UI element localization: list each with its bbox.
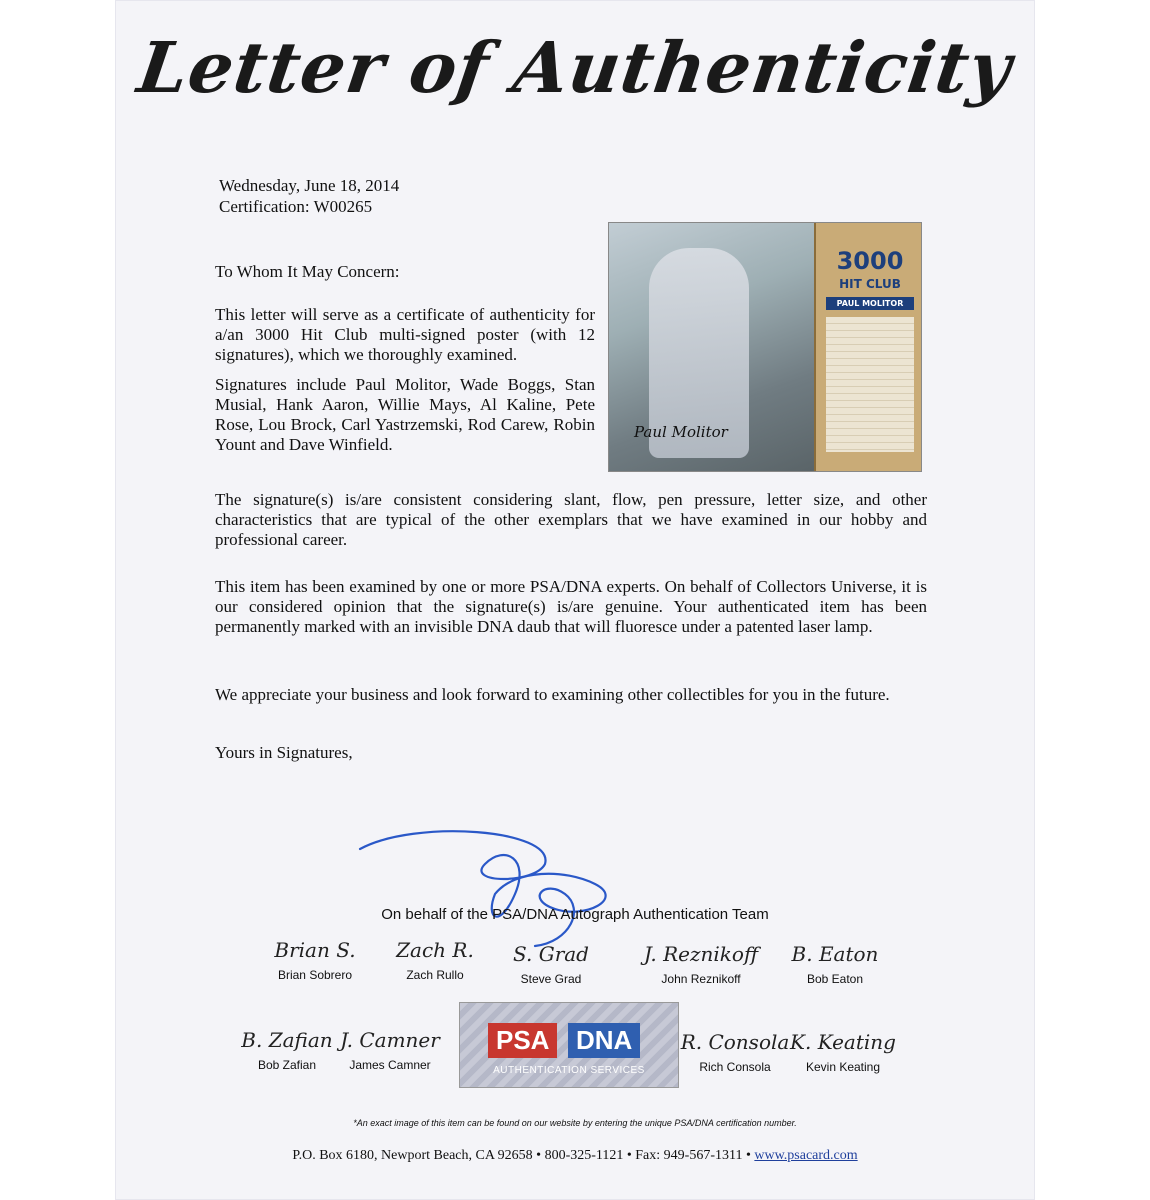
authenticator-signature <box>355 824 655 954</box>
signature-image: J. Reznikoff <box>643 942 759 966</box>
certification-number: Certification: W00265 <box>219 197 373 216</box>
team-member-name: Kevin Keating <box>805 1060 881 1074</box>
paragraph-appreciation: We appreciate your business and look forward to examining other collectibles for you in the future. <box>215 685 890 704</box>
paragraph-consistency: The signature(s) is/are consistent considering slant, flow, pen pressure, letter size, and other characteristics that are typical of the other exemplars that we have examined in our hobby and professional career. <box>215 490 927 549</box>
team-member-name: Steve Grad <box>520 972 582 986</box>
team-member-name: Zach Rullo <box>406 968 464 982</box>
team-member-6 <box>227 1028 347 1072</box>
team-member-name: Brian Sobrero <box>277 968 353 982</box>
website-link[interactable]: www.psacard.com <box>754 1148 858 1163</box>
poster-signature-list <box>826 317 914 452</box>
closing: Yours in Signatures, <box>215 743 353 762</box>
paragraph-examination: This item has been examined by one or more PSA/DNA experts. On behalf of Collectors Universe, it is our considered opinion that the signature(s) is/are genuine. Your authenticated item has been permanently marked with an invisible DNA daub that will fluoresce under a patented laser lamp. <box>215 577 927 636</box>
paragraph-signatures: Signatures include Paul Molitor, Wade Boggs, Stan Musial, Hank Aaron, Willie Mays, Al Kaline, Pete Rose, Lou Brock, Carl Yastrzemski, Rod Carew, Robin Yount and Dave Winfield. <box>215 375 595 454</box>
letter-header <box>219 175 399 217</box>
contact-line <box>115 1148 1035 1164</box>
greeting: To Whom It May Concern: <box>215 262 400 281</box>
poster-player: PAUL MOLITOR <box>826 297 914 310</box>
psa-dna-logo <box>459 1002 679 1088</box>
paragraph-intro: This letter will serve as a certificate of authenticity for a/an 3000 Hit Club multi-signed poster (with 12 signatures), which we thoroughly examined. <box>215 305 595 364</box>
team-member-4 <box>641 942 761 986</box>
signature-image: R. Consola <box>680 1030 790 1054</box>
signature-image: B. Eaton <box>791 942 879 966</box>
letter-page <box>115 0 1035 1200</box>
team-member-5 <box>775 942 895 986</box>
signature-image: J. Camner <box>340 1028 440 1052</box>
poster-number: 3000 <box>836 247 904 275</box>
team-member-7 <box>330 1028 450 1072</box>
team-caption: On behalf of the PSA/DNA Autograph Authentication Team <box>381 906 769 923</box>
team-member-8 <box>675 1030 795 1074</box>
signature-image: Brian S. <box>274 938 356 962</box>
team-member-name: Rich Consola <box>699 1060 771 1074</box>
psa-mark: PSA <box>488 1023 557 1058</box>
signature-image: B. Zafian <box>241 1028 333 1052</box>
signature-image: K. Keating <box>790 1030 896 1054</box>
team-member-name: John Reznikoff <box>661 972 741 986</box>
poster-panel <box>814 223 922 471</box>
signature-image: Zach R. <box>396 938 474 962</box>
team-member-name: Bob Eaton <box>806 972 864 986</box>
team-member-9 <box>783 1030 903 1074</box>
team-member-1 <box>255 938 375 982</box>
letter-date: Wednesday, June 18, 2014 <box>219 176 400 195</box>
photo-signature: Paul Molitor <box>634 423 728 441</box>
dna-mark: DNA <box>568 1023 640 1058</box>
team-member-3 <box>491 942 611 986</box>
team-member-name: James Camner <box>349 1058 431 1072</box>
authentication-services-label: AUTHENTICATION SERVICES <box>493 1065 645 1076</box>
signature-image: S. Grad <box>513 942 589 966</box>
team-member-2 <box>375 938 495 982</box>
address-text: P.O. Box 6180, Newport Beach, CA 92658 • 800-325-1121 • Fax: 949-567-1311 • <box>292 1148 751 1163</box>
letter-title: Letter of Authenticity <box>132 26 1018 109</box>
footnote: *An exact image of this item can be found on our website by entering the unique PSA/DNA certification number. <box>353 1118 797 1128</box>
team-member-name: Bob Zafian <box>257 1058 317 1072</box>
item-photo <box>608 222 922 472</box>
poster-club: HIT CLUB <box>839 277 901 291</box>
